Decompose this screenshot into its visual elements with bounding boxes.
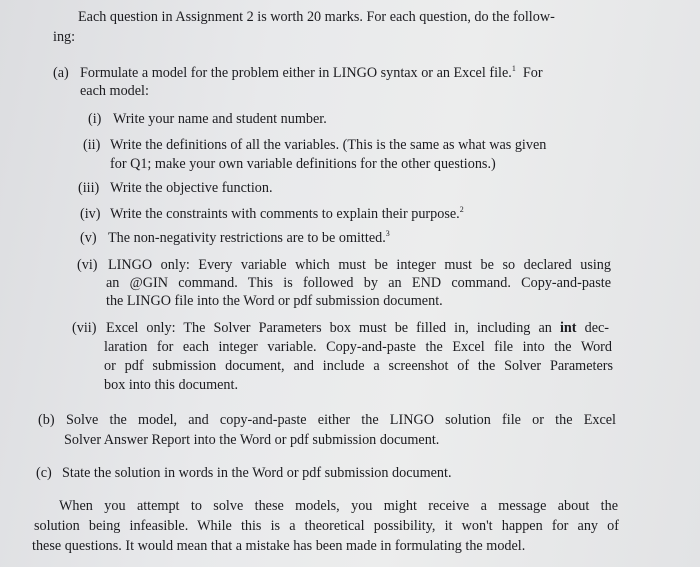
item-c-marker: (c) [36,465,52,481]
subitem-vi-line-2: an @GIN command. This is followed by an END command. Copy-and-paste [106,275,611,291]
item-a-text: Formulate a model for the problem either in LINGO syntax or an Excel file. [80,65,512,81]
subitem-vi-line-3: the LINGO file into the Word or pdf submission document. [106,293,443,309]
subitem-vii-text-b: dec- [584,320,610,336]
footnote-mark-2: 2 [459,205,464,214]
subitem-vi-line-1: LINGO only: Every variable which must be integer must be so declared using [108,257,611,273]
subitem-i-text: Write your name and student number. [113,111,327,127]
subitem-v-marker: (v) [80,230,97,246]
subitem-ii-marker: (ii) [83,137,101,153]
item-a-line-1 [80,64,543,82]
subitem-vi-marker: (vi) [77,257,98,273]
subitem-ii-line-2: for Q1; make your own variable definitions for the other questions.) [110,156,496,172]
footnote-mark-3: 3 [385,229,390,238]
subitem-vii-line-1 [106,319,609,337]
subitem-iv-text: Write the constraints with comments to explain their purpose. [110,206,460,222]
subitem-v-line [108,229,390,247]
item-a-marker: (a) [53,65,69,81]
subitem-vii-marker: (vii) [72,320,97,336]
subitem-iv-line [110,205,464,223]
subitem-i-marker: (i) [88,111,102,127]
subitem-vii-line-4: box into this document. [104,377,238,393]
closing-line-1: When you attempt to solve these models, you might receive a message about the [59,498,618,514]
item-b-line-1: Solve the model, and copy-and-paste either the LINGO solution file or the Excel [66,412,616,428]
item-b-line-2: Solver Answer Report into the Word or pdf submission document. [64,432,440,448]
subitem-iv-marker: (iv) [80,206,101,222]
subitem-v-text: The non-negativity restrictions are to be omitted. [108,230,386,246]
subitem-ii-line-1: Write the definitions of all the variables. (This is the same as what was given [110,137,547,153]
intro-line-2: ing: [53,29,76,45]
closing-line-2: solution being infeasible. While this is a theoretical possibility, it won't happen for any of [34,518,619,534]
closing-line-3: these questions. It would mean that a mistake has been made in formulating the model. [32,538,526,554]
item-c-text: State the solution in words in the Word or pdf submission document. [62,465,452,481]
footnote-mark-1: 1 [511,64,516,73]
item-a-text-end: For [522,65,543,81]
subitem-iii-marker: (iii) [78,180,100,196]
subitem-vii-line-3: or pdf submission document, and include a screenshot of the Solver Parameters [104,358,613,374]
item-b-marker: (b) [38,412,55,428]
int-keyword: int [559,320,577,336]
subitem-vii-text-a: Excel only: The Solver Parameters box must be filled in, including an [106,320,552,336]
intro-line-1: Each question in Assignment 2 is worth 20 marks. For each question, do the follow- [78,9,555,25]
subitem-iii-text: Write the objective function. [110,180,273,196]
subitem-vii-line-2: laration for each integer variable. Copy-and-paste the Excel file into the Word [104,339,612,355]
item-a-line-2: each model: [80,83,149,99]
